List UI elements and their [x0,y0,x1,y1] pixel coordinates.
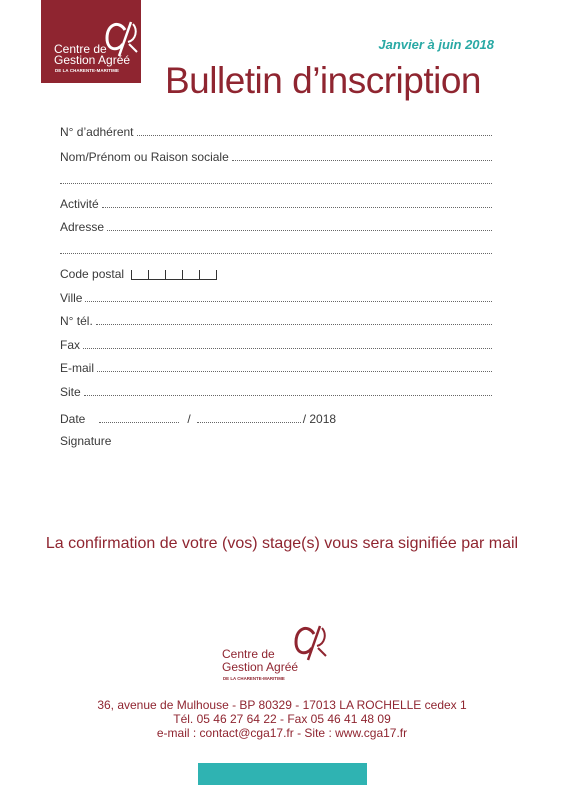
code-postal-field[interactable] [60,265,492,281]
ville-label: Ville [60,291,83,305]
adresse-extra-input-line[interactable] [60,242,492,254]
date-year: / 2018 [302,412,337,426]
nom-input-line[interactable] [232,149,492,161]
activite-label: Activité [60,197,99,211]
code-postal-label: Code postal [60,267,125,281]
nom-field-extra[interactable] [60,171,492,187]
fax-input-line[interactable] [83,337,492,349]
tel-input-line[interactable] [96,313,492,325]
fax-field[interactable] [60,336,492,352]
date-field[interactable] [60,411,336,426]
page-title: Bulletin d’inscription [165,60,482,101]
date-separator: / [187,412,191,426]
nom-extra-input-line[interactable] [60,172,492,184]
postal-box[interactable] [165,270,182,280]
code-postal-boxes[interactable] [131,270,217,280]
fax-label: Fax [60,338,81,352]
nom-label: Nom/Prénom ou Raison sociale [60,150,229,164]
footer-address [0,698,564,740]
footer-logo [222,620,342,690]
postal-box[interactable] [148,270,165,280]
adherent-label: N° d’adhérent [60,125,134,139]
footer-logo-line-2: Gestion Agréé [222,660,299,674]
footer-logo-line-3: DE LA CHARENTE-MARITIME [223,676,285,681]
adresse-field[interactable] [60,218,492,234]
nom-field[interactable] [60,148,492,164]
site-label: Site [60,385,81,399]
date-day-input-line[interactable] [99,411,179,423]
site-input-line[interactable] [84,384,492,396]
date-label: Date [60,412,86,426]
adresse-label: Adresse [60,220,105,234]
adherent-field[interactable] [60,123,492,139]
activite-field[interactable] [60,195,492,211]
footer-logo-line-1: Centre de [222,647,275,661]
postal-box[interactable] [131,270,148,280]
period-label: Janvier à juin 2018 [378,37,494,52]
signature-label: Signature [60,434,112,448]
confirmation-message: La confirmation de votre (vos) stage(s) vous sera signifiée par mail [45,535,519,552]
contact-line[interactable]: e-mail : contact@cga17.fr - Site : www.cga17.fr [156,726,408,740]
logo-line-2: Gestion Agréé [54,53,131,67]
adresse-field-extra[interactable] [60,241,492,257]
tel-label: N° tél. [60,314,93,328]
footer-bar [198,763,367,785]
logo-line-3: DE LA CHARENTE-MARITIME [55,68,120,73]
site-field[interactable] [60,383,492,399]
postal-box[interactable] [199,270,217,280]
address-line: 36, avenue de Mulhouse - BP 80329 - 17013 LA ROCHELLE cedex 1 [97,698,467,712]
logo-line-1: Centre de [54,42,107,56]
adherent-input-line[interactable] [137,124,492,136]
activite-input-line[interactable] [102,196,492,208]
adresse-input-line[interactable] [107,219,492,231]
postal-box[interactable] [182,270,199,280]
ville-field[interactable] [60,289,492,305]
tel-field[interactable] [60,312,492,328]
phone-line: Tél. 05 46 27 64 22 - Fax 05 46 41 48 09 [173,712,391,726]
logo [41,0,141,83]
email-input-line[interactable] [97,360,492,372]
email-field[interactable] [60,359,492,375]
date-month-input-line[interactable] [197,411,301,423]
ville-input-line[interactable] [85,290,492,302]
email-label: E-mail [60,361,95,375]
